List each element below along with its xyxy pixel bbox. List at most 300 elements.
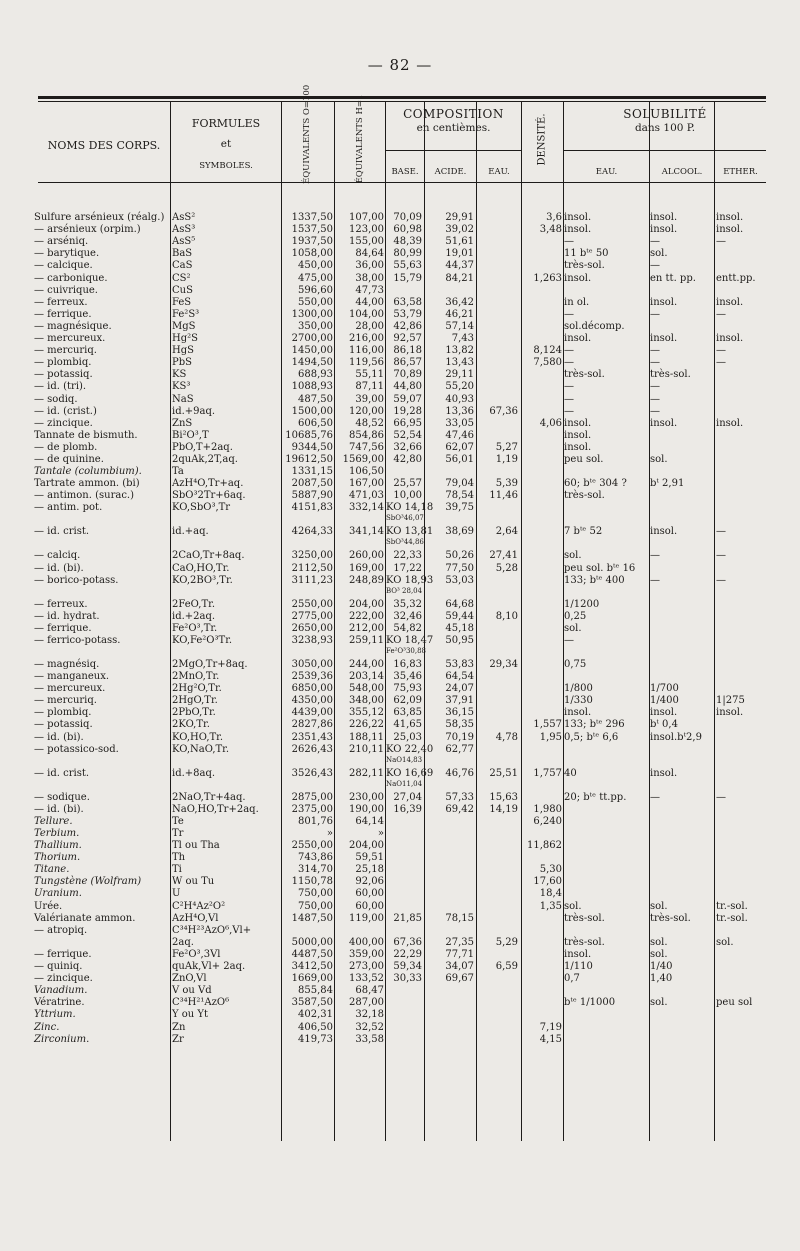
- cell-alc: très-sol.: [650, 369, 691, 381]
- cell-eth: —: [716, 791, 726, 803]
- cell-eqH: 226,22: [349, 719, 384, 731]
- cell-formula: id.+2aq.: [172, 610, 216, 622]
- header-eau: EAU.: [488, 167, 510, 177]
- cell-dens: 1,95: [539, 731, 562, 743]
- cell-acide: 62,07: [445, 441, 474, 453]
- cell-base: 60,98: [393, 224, 422, 236]
- cell-alc: —: [650, 550, 660, 562]
- cell-alc: —: [650, 381, 660, 393]
- cell-eau: 25,51: [489, 767, 518, 779]
- cell-name: — quiniq.: [34, 961, 83, 972]
- cell-formula: V ou Vd: [172, 985, 212, 997]
- cell-base: 63,85: [393, 707, 422, 719]
- cell-formula: MgS: [172, 320, 196, 332]
- cell-eau: 4,78: [495, 731, 518, 743]
- cell-seau: 0,5; bᵗᵉ 6,6: [564, 731, 619, 743]
- cell-alc: insol.: [650, 296, 678, 308]
- cell-acide: 34,07: [445, 961, 474, 972]
- cell-seau: insol.: [564, 333, 592, 344]
- cell-name: Thorium.: [34, 852, 81, 864]
- header-symboles: SYMBOLES.: [199, 161, 253, 171]
- cell-eau: 14,19: [489, 803, 518, 815]
- cell-alc: sol.: [650, 454, 668, 465]
- cell-acide: 56,01: [445, 454, 474, 465]
- cell-eq100: 1337,50: [291, 212, 333, 223]
- cell-formula: Zr: [172, 1033, 184, 1045]
- table-row: [0, 732, 800, 744]
- cell-eq100: 1300,00: [291, 308, 333, 320]
- table-row: [0, 466, 800, 478]
- cell-dens: 3,48: [539, 224, 562, 236]
- cell-name: — carbonique.: [34, 272, 108, 284]
- cell-dens: 11,862: [527, 840, 562, 851]
- cell-name: Yttrium.: [34, 1009, 76, 1021]
- cell-eqH: 169,00: [349, 562, 384, 574]
- cell-alc: en tt. pp.: [650, 272, 696, 284]
- cell-seau: insol.: [564, 948, 592, 960]
- header-solubilite-sub: dans 100 P.: [634, 122, 696, 134]
- cell-formula: C³⁴H²³AzO⁶,Vl+: [172, 924, 252, 936]
- cell-eqH: 106,50: [349, 466, 384, 478]
- cell-base: 22,33: [393, 550, 422, 562]
- cell-name: Titane.: [34, 864, 70, 876]
- table-row: [0, 550, 800, 562]
- cell-alc: bᵗ 0,4: [650, 719, 678, 731]
- cell-name: — antimon. (surac.): [34, 490, 134, 502]
- cell-base: 75,93: [393, 683, 422, 695]
- cell-formula: BaS: [172, 248, 193, 260]
- cell-alc: insol.: [650, 212, 678, 223]
- cell-seau: 11 bᵗᵉ 50: [564, 248, 609, 260]
- cell-formula: quAk,Vl+ 2aq.: [172, 961, 246, 972]
- table-row: [0, 816, 800, 828]
- cell-base: 41,65: [393, 719, 422, 731]
- table-row: [0, 394, 800, 406]
- cell-alc: —: [650, 236, 660, 248]
- cell-base: 67,36: [393, 936, 422, 948]
- cell-alc: sol.: [650, 948, 668, 960]
- table-row: [0, 309, 800, 321]
- cell-acide: 70,19: [445, 731, 474, 743]
- cell-seau: 20; bᵗᵉ tt.pp.: [564, 791, 627, 803]
- cell-seau: sol.décomp.: [564, 320, 625, 332]
- cell-acide: 79,04: [445, 478, 474, 490]
- cell-eq100: 4350,00: [291, 695, 333, 707]
- cell-name: Sulfure arsénieux (réalg.): [34, 212, 165, 223]
- table-row: [0, 985, 800, 997]
- cell-eau: 8,10: [495, 610, 518, 622]
- cell-eth: —: [716, 574, 726, 586]
- cell-eq100: 3238,93: [291, 634, 333, 646]
- cell-formula: PbS: [172, 357, 192, 369]
- cell-formula: HgS: [172, 345, 194, 357]
- cell-base-note: NaO14,83: [386, 755, 423, 764]
- cell-name: — id. hydrat.: [34, 610, 100, 622]
- cell-formula: Hg²S: [172, 333, 198, 344]
- cell-acide: 64,68: [445, 598, 474, 610]
- cell-seau: 0,75: [564, 658, 587, 670]
- cell-base: 66,95: [393, 417, 422, 429]
- header-noms: NOMS DES CORPS.: [47, 139, 161, 152]
- cell-formula: Th: [172, 852, 186, 864]
- cell-eth: —: [716, 526, 726, 538]
- cell-eq100: 1500,00: [291, 405, 333, 417]
- cell-acide: 7,43: [451, 333, 474, 344]
- cell-eau: 67,36: [489, 405, 518, 417]
- header-eqH: ÉQUIVALENTS H=1: [355, 94, 365, 184]
- cell-eq100: 419,73: [298, 1033, 333, 1045]
- cell-base: 17,22: [393, 562, 422, 574]
- cell-formula: FeS: [172, 296, 192, 308]
- cell-eau: 5,39: [495, 478, 518, 490]
- cell-alc: sol.: [650, 997, 668, 1009]
- cell-eth: sol.: [716, 936, 734, 948]
- cell-acide: 69,67: [445, 973, 474, 985]
- cell-base-note: Fe²O³30,88: [386, 646, 427, 655]
- cell-eqH: 32,18: [355, 1009, 384, 1021]
- cell-eqH: 123,00: [349, 224, 384, 236]
- table-row: [0, 925, 800, 937]
- cell-eau: 27,41: [489, 550, 518, 562]
- cell-name: Tantale (columbium).: [34, 466, 142, 478]
- cell-eq100: 2875,00: [291, 791, 333, 803]
- table-row: [0, 260, 800, 272]
- cell-formula: KS³: [172, 381, 191, 393]
- cell-eqH: 204,00: [349, 598, 384, 610]
- table-row: [0, 212, 800, 224]
- table-row: [0, 671, 800, 683]
- cell-formula: 2KO,Tr.: [172, 719, 210, 731]
- cell-acide: 58,35: [445, 719, 474, 731]
- header-solubilite: SOLUBILITÉ: [623, 107, 707, 121]
- cell-acide: 13,36: [445, 405, 474, 417]
- cell-formula: CS²: [172, 272, 191, 284]
- cell-eau: 11,46: [489, 490, 518, 502]
- cell-name: — magnésiq.: [34, 658, 100, 670]
- cell-eth: insol.: [716, 333, 744, 344]
- cell-base: 19,28: [393, 405, 422, 417]
- cell-eqH: 39,00: [355, 393, 384, 405]
- cell-base: 16,83: [393, 658, 422, 670]
- table-row: [0, 357, 800, 369]
- table-row: [0, 973, 800, 985]
- table-row: [0, 888, 800, 900]
- cell-eq100: 2700,00: [291, 333, 333, 344]
- cell-base: 92,57: [393, 333, 422, 344]
- cell-eq100: 750,00: [298, 900, 333, 912]
- cell-name: — calcique.: [34, 260, 93, 272]
- cell-seau: insol.: [564, 429, 592, 441]
- cell-formula: AsS⁵: [172, 236, 196, 248]
- cell-formula: 2PbO,Tr.: [172, 707, 216, 719]
- cell-base: KO 18,47: [386, 634, 434, 646]
- cell-eau: 15,63: [489, 791, 518, 803]
- cell-eq100: 2539,36: [291, 671, 333, 682]
- cell-eq100: 2650,00: [291, 622, 333, 634]
- cell-acide: 19,01: [445, 248, 474, 260]
- cell-alc: —: [650, 357, 660, 369]
- table-row: [0, 321, 800, 333]
- cell-name: — antim. pot.: [34, 502, 103, 514]
- cell-eqH: 282,11: [349, 767, 384, 779]
- cell-base: 10,00: [393, 490, 422, 502]
- header-formules-et: et: [220, 138, 232, 150]
- table-row: [0, 743, 800, 764]
- cell-eqH: 190,00: [349, 803, 384, 815]
- cell-eq100: 9344,50: [291, 441, 333, 453]
- table-row: [0, 937, 800, 949]
- table-row: [0, 333, 800, 345]
- cell-formula: CaO,HO,Tr.: [172, 562, 230, 574]
- cell-eth: —: [716, 550, 726, 562]
- cell-eq100: 3111,23: [291, 574, 333, 586]
- cell-acide: 78,15: [445, 912, 474, 924]
- table-row: [0, 864, 800, 876]
- cell-alc: 1/400: [650, 695, 679, 707]
- cell-formula: KO,SbO³,Tr: [172, 502, 231, 514]
- cell-eqH: 287,00: [349, 997, 384, 1009]
- cell-eth: —: [716, 308, 726, 320]
- cell-eqH: 60,00: [355, 888, 384, 900]
- cell-formula: 2MnO,Tr.: [172, 671, 220, 682]
- cell-base: 25,03: [393, 731, 422, 743]
- cell-formula: SbO³2Tr+6aq.: [172, 490, 246, 502]
- cell-eqH: 216,00: [349, 333, 384, 344]
- table-row: [0, 792, 800, 804]
- cell-name: — cuivrique.: [34, 284, 98, 296]
- cell-name: — ferrique.: [34, 308, 92, 320]
- cell-alc: 1,40: [650, 973, 673, 985]
- cell-eq100: 743,86: [298, 852, 333, 864]
- cell-formula: Ti: [172, 864, 182, 876]
- header-base: BASE.: [391, 167, 419, 177]
- table-row: [0, 611, 800, 623]
- cell-formula: NaS: [172, 393, 194, 405]
- cell-formula: C²H⁴Az²O²: [172, 900, 226, 912]
- cell-eth: tr.-sol.: [716, 900, 748, 912]
- cell-base: 15,79: [393, 272, 422, 284]
- cell-seau: 1/1200: [564, 598, 600, 610]
- table-row: [0, 1034, 800, 1046]
- cell-acide: 13,82: [445, 345, 474, 357]
- cell-acide: 39,75: [445, 502, 474, 514]
- cell-eau: 29,34: [489, 658, 518, 670]
- cell-name: — potassico-sod.: [34, 743, 119, 755]
- cell-eqH: 55,11: [355, 369, 384, 381]
- cell-eq100: 3587,50: [291, 997, 333, 1009]
- cell-eq100: 1058,00: [291, 248, 333, 260]
- cell-name: — ferreux.: [34, 296, 88, 308]
- cell-formula: Zn: [172, 1021, 186, 1033]
- cell-formula: CuS: [172, 284, 193, 296]
- cell-eq100: 855,84: [298, 985, 333, 997]
- cell-alc: insol.: [650, 707, 678, 719]
- cell-name: Thallium.: [34, 840, 82, 851]
- cell-acide: 64,54: [445, 671, 474, 682]
- cell-name: — de quinine.: [34, 454, 104, 465]
- table-row: [0, 695, 800, 707]
- cell-base: 35,46: [393, 671, 422, 682]
- cell-base: 42,80: [393, 454, 422, 465]
- table-row: [0, 574, 800, 595]
- cell-dens: 3,6: [546, 212, 562, 223]
- table-row: [0, 1022, 800, 1034]
- cell-alc: sol.: [650, 248, 668, 260]
- header-acide: ACIDE.: [434, 167, 467, 177]
- cell-formula: 2HgO,Tr.: [172, 695, 218, 707]
- cell-acide: 38,69: [445, 526, 474, 538]
- cell-alc: 1/40: [650, 961, 673, 972]
- cell-eq100: 550,00: [298, 296, 333, 308]
- cell-seau: très-sol.: [564, 936, 605, 948]
- cell-formula: NaO,HO,Tr+2aq.: [172, 803, 259, 815]
- cell-name: — id. (tri).: [34, 381, 87, 393]
- cell-eqH: 332,14: [349, 502, 384, 514]
- cell-formula: 2MgO,Tr+8aq.: [172, 658, 248, 670]
- cell-seau: peu sol.: [564, 454, 604, 465]
- cell-acide: 36,15: [445, 707, 474, 719]
- cell-alc: sol.: [650, 936, 668, 948]
- cell-base: KO 22,40: [386, 743, 434, 755]
- cell-eqH: 64,14: [355, 815, 384, 827]
- cell-formula: PbO,T+2aq.: [172, 441, 233, 453]
- cell-eq100: 3412,50: [291, 961, 333, 972]
- cell-eq100: 1937,50: [291, 236, 333, 248]
- cell-base-note: SbO³46,07: [386, 514, 424, 523]
- cell-formula: 2FeO,Tr.: [172, 598, 215, 610]
- cell-eth: —: [716, 236, 726, 248]
- cell-eqH: 155,00: [349, 236, 384, 248]
- cell-base: 86,57: [393, 357, 422, 369]
- cell-seau: 1/110: [564, 961, 593, 972]
- cell-dens: 1,980: [533, 803, 562, 815]
- cell-eq100: 2375,00: [291, 803, 333, 815]
- cell-eq100: 2827,86: [291, 719, 333, 731]
- cell-eq100: 750,00: [298, 888, 333, 900]
- cell-acide: 53,83: [445, 658, 474, 670]
- cell-eq100: 2626,43: [291, 743, 333, 755]
- cell-eq100: 3250,00: [291, 550, 333, 562]
- cell-dens: 1,757: [533, 767, 562, 779]
- table-row: [0, 1009, 800, 1021]
- cell-name: — id. (bi).: [34, 562, 84, 574]
- cell-eqH: 230,00: [349, 791, 384, 803]
- cell-seau: très-sol.: [564, 260, 605, 272]
- cell-eq100: 1487,50: [291, 912, 333, 924]
- cell-name: — ferrique.: [34, 948, 92, 960]
- cell-name: — mercureux.: [34, 683, 106, 695]
- cell-eth: tr.-sol.: [716, 912, 748, 924]
- cell-eq100: 2775,00: [291, 610, 333, 622]
- cell-formula: 2Hg²O,Tr.: [172, 683, 222, 695]
- table-row: [0, 236, 800, 248]
- table-row: [0, 683, 800, 695]
- cell-eq100: 5887,90: [291, 490, 333, 502]
- cell-eq100: 406,50: [298, 1021, 333, 1033]
- cell-eqH: 273,00: [349, 961, 384, 972]
- table-row: [0, 876, 800, 888]
- cell-formula: Tr: [172, 827, 184, 839]
- cell-alc: 1/700: [650, 683, 679, 695]
- cell-eqH: 28,00: [355, 320, 384, 332]
- cell-eau: 5,28: [495, 562, 518, 574]
- cell-eqH: 120,00: [349, 405, 384, 417]
- cell-formula: ZnO,Vl: [172, 973, 207, 985]
- cell-eqH: 33,58: [355, 1033, 384, 1045]
- cell-eq100: 3526,43: [291, 767, 333, 779]
- cell-eq100: 2112,50: [291, 562, 333, 574]
- cell-eq100: 1537,50: [291, 224, 333, 236]
- table-row: [0, 913, 800, 925]
- cell-eqH: 36,00: [355, 260, 384, 272]
- cell-name: — plombiq.: [34, 357, 92, 369]
- cell-seau: 1/800: [564, 683, 593, 695]
- table-row: [0, 623, 800, 635]
- cell-base: 53,79: [393, 308, 422, 320]
- cell-formula: ZnS: [172, 417, 193, 429]
- cell-name: — sodiq.: [34, 393, 78, 405]
- cell-eqH: 1569,00: [342, 454, 384, 465]
- cell-alc: —: [650, 791, 660, 803]
- cell-eq100: 1150,78: [291, 876, 333, 888]
- cell-name: — id. crist.: [34, 526, 90, 538]
- cell-eqH: 119,00: [349, 912, 384, 924]
- table-row: [0, 478, 800, 490]
- cell-eq100: 5000,00: [291, 936, 333, 948]
- cell-eq100: 1088,93: [291, 381, 333, 393]
- cell-dens: 1,263: [533, 272, 562, 284]
- cell-name: Vanadium.: [34, 985, 88, 997]
- cell-name: — arsénieux (orpim.): [34, 224, 141, 236]
- cell-base: KO 14,18: [386, 502, 434, 514]
- cell-seau: peu sol. bᵗᵉ 16: [564, 562, 636, 574]
- cell-dens: 5,30: [539, 864, 562, 876]
- table-row: [0, 381, 800, 393]
- cell-eq100: 4439,00: [291, 707, 333, 719]
- cell-eqH: 244,00: [349, 658, 384, 670]
- cell-name: — potassiq.: [34, 369, 93, 381]
- cell-seau: très-sol.: [564, 369, 605, 381]
- table-row: [0, 285, 800, 297]
- cell-formula: Y ou Yt: [172, 1009, 209, 1021]
- cell-alc: insol.: [650, 417, 678, 429]
- table-row: [0, 901, 800, 913]
- cell-seau: très-sol.: [564, 912, 605, 924]
- cell-acide: 62,77: [445, 743, 474, 755]
- cell-name: — barytique.: [34, 248, 100, 260]
- cell-eqH: 107,00: [349, 212, 384, 223]
- cell-name: Tannate de bismuth.: [34, 429, 138, 441]
- cell-acide: 24,07: [445, 683, 474, 695]
- table-row: [0, 852, 800, 864]
- cell-acide: 77,71: [445, 948, 474, 960]
- cell-formula: Fe²O³,Tr.: [172, 622, 218, 634]
- cell-name: — plombiq.: [34, 707, 92, 719]
- cell-formula: Te: [172, 815, 184, 827]
- cell-alc: insol.: [650, 767, 678, 779]
- cell-eqH: 471,03: [349, 490, 384, 502]
- cell-eq100: 2550,00: [291, 840, 333, 851]
- cell-formula: AzH⁴O,Tr+aq.: [172, 478, 244, 490]
- cell-name: Tartrate ammon. (bi): [34, 478, 140, 490]
- cell-base: 70,09: [393, 212, 422, 223]
- cell-seau: 7 bᵗᵉ 52: [564, 526, 603, 538]
- cell-formula: KO,2BO³,Tr.: [172, 574, 233, 586]
- table-row: [0, 526, 800, 547]
- cell-acide: 47,46: [445, 429, 474, 441]
- cell-seau: —: [564, 357, 574, 369]
- table-row: [0, 406, 800, 418]
